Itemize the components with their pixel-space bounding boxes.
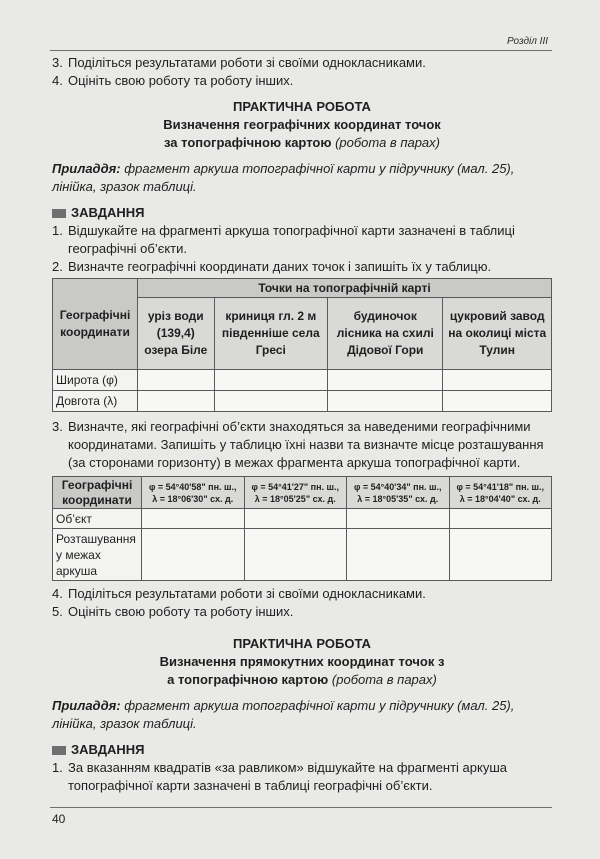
list-item: 4. Оцініть свою роботу та роботу інших. (52, 73, 294, 88)
list-item: 2. Визначте географічні координати даних точок і запишіть їх у таблицю. (52, 259, 492, 274)
table-cell (328, 391, 443, 412)
table-row-label: Об’єкт (53, 509, 142, 529)
table-cell (328, 370, 443, 391)
task-heading: ЗАВДАННЯ (52, 204, 552, 222)
header-rule (50, 50, 552, 51)
table-row-label: Широта (φ) (53, 370, 138, 391)
tools-paragraph: Приладдя: фрагмент аркуша топографічної карти у підручнику (мал. 25), лінійка, зразок таблиці. (52, 161, 515, 194)
table-column-header: φ = 54°40'58" пн. ш., λ = 18°06'30" сх. д. (142, 477, 245, 509)
tools-paragraph: Приладдя: фрагмент аркуша топографічної карти у підручнику (мал. 25), лінійка, зразок таблиці. (52, 698, 515, 731)
table-cell (443, 370, 552, 391)
list-item: 3. Поділіться результатами роботи зі своїми однокласниками. (52, 55, 426, 70)
table-column-header: φ = 54°41'18" пн. ш., λ = 18°04'40" сх. д. (449, 477, 552, 509)
task-heading: ЗАВДАННЯ (52, 741, 552, 759)
table-cell (138, 370, 215, 391)
practical-title-line2: а топографічною картою (робота в парах) (167, 672, 437, 687)
table-column-header: цукровий завод на околиці міста Тулин (443, 298, 552, 370)
table-cell (244, 529, 347, 581)
table-cell (347, 509, 450, 529)
tools-label: Приладдя: (52, 698, 121, 713)
table-row-label: Розташування у межах аркуша (53, 529, 142, 581)
footer-rule (50, 807, 552, 808)
table-row-label: Довгота (λ) (53, 391, 138, 412)
table-cell (449, 509, 552, 529)
list-item: 1. Відшукайте на фрагменті аркуша топографічної карти зазначені в таблиці географічні об’єкти. (52, 223, 515, 256)
table-cell (244, 509, 347, 529)
coordinates-table (52, 278, 552, 412)
list-item: 4. Поділіться результатами роботи зі своїми однокласниками. (52, 586, 426, 601)
table-cell (214, 370, 328, 391)
table-cell (142, 509, 245, 529)
table-column-header: будиночок лісника на схилі Дідової Гори (328, 298, 443, 370)
table-group-header: Точки на топографічній карті (138, 279, 552, 298)
objects-table (52, 476, 552, 581)
task-marker-icon (52, 746, 66, 755)
list-item: 5. Оцініть свою роботу та роботу інших. (52, 604, 294, 619)
page-number: 40 (52, 812, 66, 826)
table-cell (347, 529, 450, 581)
page-content (52, 54, 552, 795)
table-cell (138, 391, 215, 412)
table-cell (214, 391, 328, 412)
practical-heading: ПРАКТИЧНА РОБОТА (233, 636, 371, 651)
section-label: Розділ III (506, 36, 548, 47)
table-cell (449, 529, 552, 581)
table-column-header: криниця гл. 2 м південніше села Гресі (214, 298, 328, 370)
task-marker-icon (52, 209, 66, 218)
table-column-header: уріз води (139,4) озера Біле (138, 298, 215, 370)
table-corner-header: Географічні координати (53, 477, 142, 509)
table-cell (142, 529, 245, 581)
table-column-header: φ = 54°40'34" пн. ш., λ = 18°05'35" сх. д. (347, 477, 450, 509)
list-item: 3. Визначте, які географічні об’єкти знаходяться за наведеними географічними координатами. Запишіть у таблицю їхні назви та визначте місце розташування (за сторонами горизонту) в межах фрагмента аркуша топографічної карти. (52, 419, 544, 470)
practical-title: Визначення прямокутних координат точок з (159, 654, 445, 669)
list-item: 1. За вказанням квадратів «за равликом» відшукайте на фрагменті аркуша топографічної карти зазначені в таблиці географічні об’єкти. (52, 760, 507, 793)
table-cell (443, 391, 552, 412)
table-column-header: φ = 54°41'27" пн. ш., λ = 18°05'25" сх. д. (244, 477, 347, 509)
practical-heading: ПРАКТИЧНА РОБОТА (233, 99, 371, 114)
table-corner-header: Географічні координати (53, 279, 138, 370)
practical-title: Визначення географічних координат точок (163, 117, 441, 132)
practical-title-line2: за топографічною картою (робота в парах) (164, 135, 440, 150)
tools-label: Приладдя: (52, 161, 121, 176)
